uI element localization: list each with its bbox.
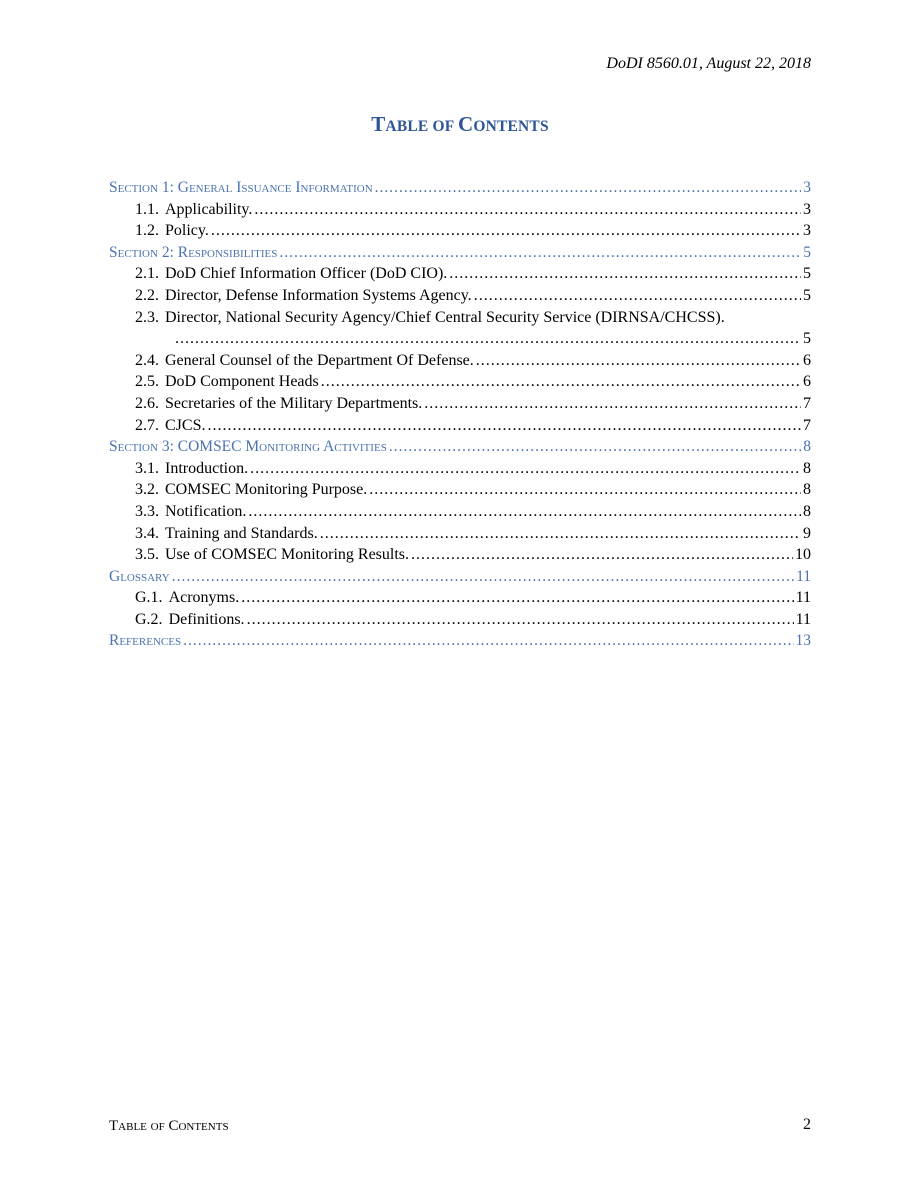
toc-page-number: 6: [803, 373, 811, 391]
toc-entry-number: 3.1.: [135, 459, 159, 477]
toc-section-link[interactable]: [109, 177, 811, 199]
toc-entry-label: DoD Component Heads: [165, 373, 319, 391]
toc-section-label: Section 3: COMSEC Monitoring Activities: [109, 438, 387, 456]
toc-page-number: 3: [803, 200, 811, 218]
toc-entry-number: 3.4.: [135, 524, 159, 542]
toc-section-link[interactable]: [109, 436, 811, 458]
toc-page-number: 9: [803, 524, 811, 542]
toc-entry-label: Definitions.: [168, 610, 245, 628]
toc-entry-label: Training and Standards.: [165, 524, 318, 542]
leader-dots: [247, 609, 794, 631]
toc-entry-number: G.1.: [135, 589, 163, 607]
toc-entry-link[interactable]: [109, 371, 811, 393]
toc-entry-label: Director, Defense Information Systems Agency.: [165, 286, 472, 304]
toc-section-link[interactable]: [109, 242, 811, 264]
toc-entry-number: 2.7.: [135, 416, 159, 434]
toc-entry-continuation[interactable]: [109, 328, 811, 350]
toc-entry-link[interactable]: [109, 523, 811, 545]
toc-entry-link[interactable]: [109, 587, 811, 609]
toc-entry-link[interactable]: [109, 350, 811, 372]
toc-page-number: 5: [803, 243, 811, 261]
toc-entry-link[interactable]: [109, 393, 811, 415]
leader-dots: [250, 458, 801, 480]
toc-page-number: 11: [796, 567, 811, 585]
toc-entry-label: COMSEC Monitoring Purpose.: [165, 481, 368, 499]
toc-page-number: 8: [803, 459, 811, 477]
toc-page-number: 7: [803, 416, 811, 434]
toc-section-label: Section 1: General Issuance Information: [109, 179, 373, 196]
toc-entry-link[interactable]: [109, 415, 811, 437]
toc-entry-number: 2.5.: [135, 373, 159, 391]
toc-entry-number: 2.1.: [135, 265, 159, 283]
leader-dots: [248, 501, 801, 523]
toc-entry-link[interactable]: [109, 220, 811, 242]
toc-page-number: 11: [795, 610, 811, 628]
leader-dots: [369, 479, 801, 501]
leader-dots: [279, 242, 801, 264]
toc-entry-label: Applicability.: [165, 200, 253, 218]
toc-entry-label: CJCS.: [165, 416, 206, 434]
leader-dots: [474, 285, 801, 307]
toc-page-number: 13: [795, 632, 811, 650]
toc-entry-label: Policy.: [165, 222, 209, 240]
toc-entry-number: G.2.: [135, 610, 163, 628]
toc-page-number: 3: [803, 179, 811, 196]
leader-dots: [449, 263, 801, 285]
toc-page-number: 8: [803, 481, 811, 499]
leader-dots: [175, 328, 801, 350]
toc-entry-label: Acronyms.: [168, 589, 240, 607]
table-of-contents: [109, 177, 811, 652]
leader-dots: [424, 393, 801, 415]
toc-page-number: 7: [803, 394, 811, 412]
toc-entry-label: Use of COMSEC Monitoring Results.: [165, 546, 410, 564]
toc-page-number: 5: [803, 286, 811, 304]
leader-dots: [321, 371, 801, 393]
leader-dots: [207, 415, 801, 437]
toc-entry-number: 1.1.: [135, 200, 159, 218]
toc-page-number: 5: [803, 265, 811, 283]
toc-section-link[interactable]: [109, 630, 811, 652]
leader-dots: [320, 523, 801, 545]
toc-page-number: 5: [803, 330, 811, 348]
toc-entry-label: DoD Chief Information Officer (DoD CIO).: [165, 265, 448, 283]
leader-dots: [254, 199, 801, 221]
toc-section-label: References: [109, 632, 182, 650]
footer-page-number: 2: [803, 1116, 811, 1133]
toc-entry-number: 2.2.: [135, 286, 159, 304]
leader-dots: [172, 566, 794, 588]
leader-dots: [389, 436, 801, 458]
toc-entry-link[interactable]: [109, 458, 811, 480]
toc-page-number: 10: [795, 546, 811, 564]
toc-entry-link[interactable]: [109, 544, 811, 566]
toc-page-number: 11: [795, 589, 811, 607]
leader-dots: [211, 220, 801, 242]
toc-entry-link[interactable]: [109, 285, 811, 307]
toc-entry-number: 2.6.: [135, 394, 159, 412]
leader-dots: [411, 544, 793, 566]
toc-entry-link[interactable]: [109, 479, 811, 501]
toc-page-number: 3: [803, 222, 811, 240]
toc-entry-link[interactable]: [109, 501, 811, 523]
footer-section-label: Table of Contents: [109, 1118, 229, 1134]
leader-dots: [375, 177, 802, 199]
toc-entry-link[interactable]: [109, 199, 811, 221]
leader-dots: [241, 587, 793, 609]
toc-entry-label: Notification.: [165, 502, 247, 520]
toc-entry-label: General Counsel of the Department Of Defense.: [165, 351, 474, 369]
toc-entry-link[interactable]: [109, 263, 811, 285]
page-title: TABLE OF CONTENTS: [371, 112, 549, 136]
toc-entry-link[interactable]: [109, 307, 811, 329]
toc-entry-number: 2.3.: [135, 308, 159, 326]
toc-entry-label: Director, National Security Agency/Chief Central Security Service (DIRNSA/CHCSS).: [165, 308, 725, 326]
toc-entry-number: 3.5.: [135, 546, 159, 564]
toc-entry-number: 1.2.: [135, 222, 159, 240]
toc-entry-number: 2.4.: [135, 351, 159, 369]
leader-dots: [476, 350, 801, 372]
toc-page-number: 8: [803, 438, 811, 456]
toc-section-label: Section 2: Responsibilities: [109, 243, 278, 261]
leader-dots: [183, 630, 793, 652]
document-reference: DoDI 8560.01, August 22, 2018: [606, 55, 811, 72]
toc-section-label: Glossary: [109, 567, 170, 585]
toc-entry-label: Secretaries of the Military Departments.: [165, 394, 423, 412]
toc-entry-link[interactable]: [109, 609, 811, 631]
toc-page-number: 8: [803, 502, 811, 520]
toc-entry-number: 3.3.: [135, 502, 159, 520]
toc-section-link[interactable]: [109, 566, 811, 588]
toc-page-number: 6: [803, 351, 811, 369]
toc-entry-label: Introduction.: [165, 459, 249, 477]
toc-entry-number: 3.2.: [135, 481, 159, 499]
